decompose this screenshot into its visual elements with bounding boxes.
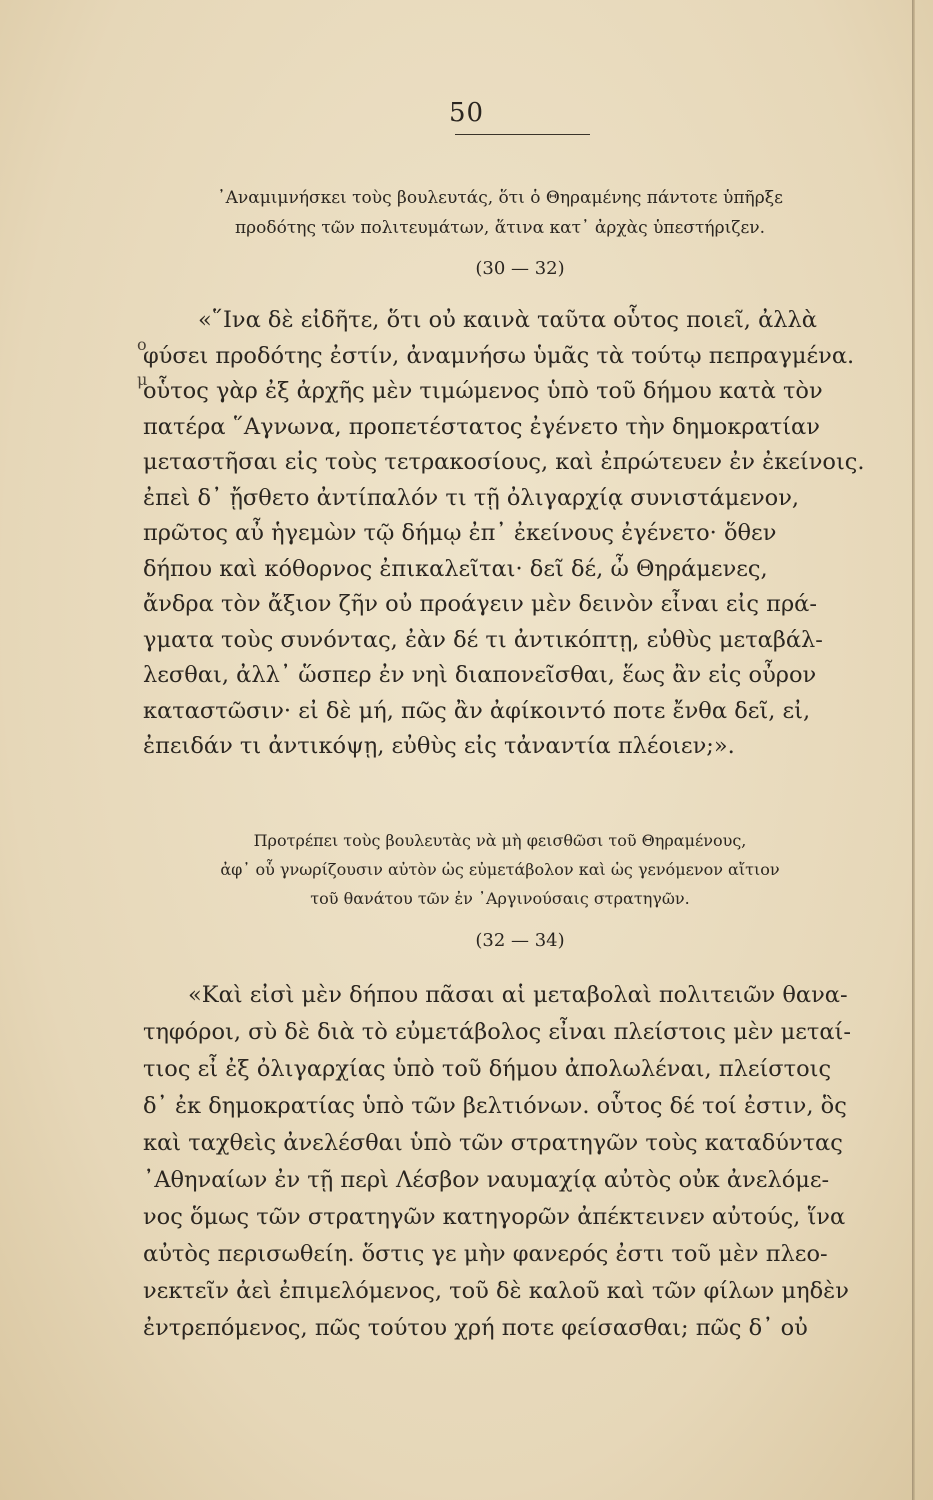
header-rule (455, 134, 590, 135)
margin-annotation: ο (137, 335, 147, 354)
summary-line: προδότης τῶν πολιτευμάτων, ἅτινα κατ᾿ ἀρχὰς ὑπεστήριζεν. (234, 218, 765, 238)
page-edge (912, 0, 915, 1500)
summary-line: τοῦ θανάτου τῶν ἐν ᾿Αργινούσαις στρατηγῶν. (310, 889, 690, 908)
text-line: γματα τοὺς συνόντας, ἐὰν δέ τι ἀντικόπτῃ, εὐθὺς μεταβάλ- (143, 626, 823, 653)
section-summary-2 (150, 826, 850, 913)
text-line: νος ὅμως τῶν στρατηγῶν κατηγορῶν ἀπέκτεινεν αὐτούς, ἵνα (143, 1204, 846, 1230)
text-line: καταστῶσιν· εἰ δὲ μή, πῶς ἂν ἀφίκοιντό ποτε ἔνθα δεῖ, εἰ, (143, 697, 811, 724)
text-line: φύσει προδότης ἐστίν, ἀναμνήσω ὑμᾶς τὰ τούτῳ πεπραγμένα. (143, 342, 855, 369)
text-line: τηφόροι, σὺ δὲ διὰ τὸ εὐμετάβολος εἶναι πλείστοις μὲν μεταί- (143, 1019, 851, 1045)
text-line: ἐπειδάν τι ἀντικόψῃ, εὐθὺς εἰς τἀναντία πλέοιεν;». (143, 733, 735, 759)
section-text-2 (143, 977, 903, 1347)
text-line: αὐτὸς περισωθείη. ὅστις γε μὴν φανερός ἐστι τοῦ μὲν πλεο- (143, 1241, 828, 1267)
text-line: τιος εἶ ἐξ ὀλιγαρχίας ὑπὸ τοῦ δήμου ἀπολωλέναι, πλείστοις (143, 1056, 832, 1082)
section-text-1 (143, 303, 903, 765)
summary-line: Προτρέπει τοὺς βουλευτὰς νὰ μὴ φεισθῶσι τοῦ Θηραμένους, (253, 831, 747, 850)
text-line: μεταστῆσαι εἰς τοὺς τετρακοσίους, καὶ ἐπρώτευεν ἐν ἐκείνοις. (143, 449, 865, 475)
section-reference-2: (32 — 34) (475, 930, 565, 951)
text-line: ἄνδρα τὸν ἄξιον ζῆν οὐ προάγειν μὲν δεινὸν εἶναι εἰς πρά- (143, 591, 817, 617)
text-line: πρῶτος αὖ ἡγεμὼν τῷ δήμῳ ἐπ᾿ ἐκείνους ἐγένετο· ὅθεν (143, 520, 777, 546)
text-line: λεσθαι, ἀλλ᾿ ὥσπερ ἐν νηὶ διαπονεῖσθαι, ἕως ἂν εἰς οὖρον (143, 662, 817, 688)
text-line: «Καὶ εἰσὶ μὲν δήπου πᾶσαι αἱ μεταβολαὶ πολιτειῶν θανα- (188, 982, 848, 1008)
text-line: δ᾿ ἐκ δημοκρατίας ὑπὸ τῶν βελτιόνων. οὗτος δέ τοί ἐστιν, ὃς (143, 1093, 847, 1119)
text-line: καὶ ταχθεὶς ἀνελέσθαι ὑπὸ τῶν στρατηγῶν τοὺς καταδύντας (143, 1130, 843, 1156)
text-line: δήπου καὶ κόθορνος ἐπικαλεῖται· δεῖ δέ, ὦ Θηράμενες, (143, 555, 768, 582)
text-line: ᾿Αθηναίων ἐν τῇ περὶ Λέσβον ναυμαχίᾳ αὐτὸς οὐκ ἀνελόμε- (143, 1167, 830, 1193)
summary-line: ἀφ᾿ οὗ γνωρίζουσιν αὐτὸν ὡς εὐμετάβολον καὶ ὡς γενόμενον αἴτιον (220, 860, 780, 879)
text-line: ἐντρεπόμενος, πῶς τούτου χρή ποτε φείσασθαι; πῶς δ᾿ οὐ (143, 1315, 808, 1341)
margin-annotation: μ (137, 370, 148, 389)
text-line: ἐπεὶ δ᾿ ᾔσθετο ἀντίπαλόν τι τῇ ὀλιγαρχίᾳ συνιστάμενον, (143, 484, 800, 511)
text-line: οὗτος γὰρ ἐξ ἀρχῆς μὲν τιμώμενος ὑπὸ τοῦ δήμου κατὰ τὸν (143, 378, 823, 404)
page-number: 50 (448, 98, 485, 128)
summary-line: ᾿Αναμιμνήσκει τοὺς βουλευτάς, ὅτι ὁ Θηραμένης πάντοτε ὑπῆρξε (217, 188, 783, 208)
text-line: νεκτεῖν ἀεὶ ἐπιμελόμενος, τοῦ δὲ καλοῦ καὶ τῶν φίλων μηδὲν (143, 1278, 849, 1304)
text-line: «῞Ινα δὲ εἰδῆτε, ὅτι οὐ καινὰ ταῦτα οὗτος ποιεῖ, ἀλλὰ (198, 307, 817, 333)
text-line: πατέρα ῞Αγνωνα, προπετέστατος ἐγένετο τὴν δημοκρατίαν (143, 413, 820, 440)
section-reference-1: (30 — 32) (475, 258, 565, 279)
section-summary-1 (150, 183, 850, 243)
